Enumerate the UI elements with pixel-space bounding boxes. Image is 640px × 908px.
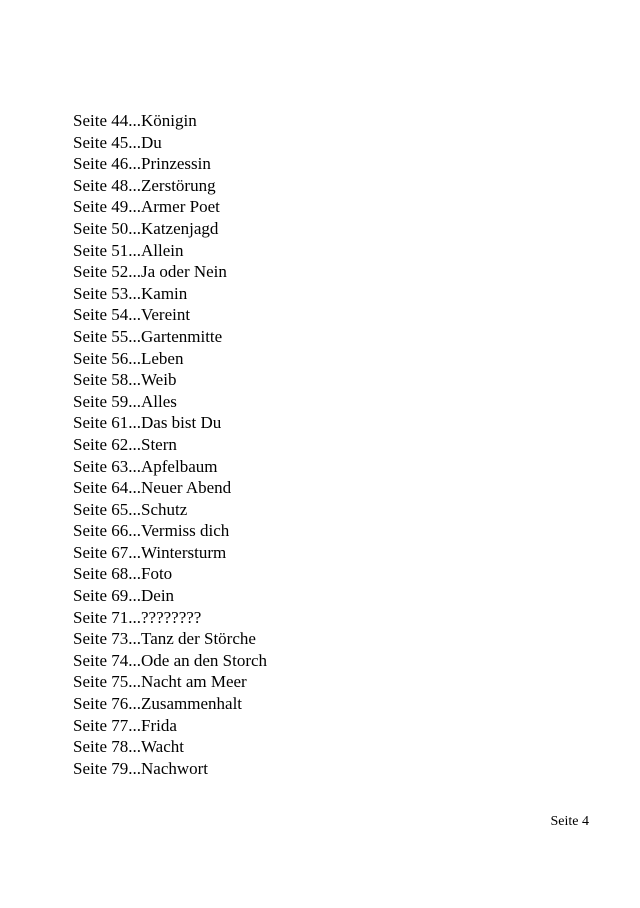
toc-entry: Seite 78...Wacht — [73, 737, 184, 757]
toc-entry: Seite 54...Vereint — [73, 305, 191, 325]
toc-entry: Seite 53...Kamin — [73, 283, 188, 303]
toc-entry: Seite 48...Zerstörung — [73, 175, 216, 195]
toc-entry: Seite 51...Allein — [73, 240, 184, 260]
toc-entry: Seite 63...Apfelbaum — [73, 456, 218, 476]
toc-entry: Seite 74...Ode an den Storch — [73, 650, 268, 670]
toc-entry: Seite 44...Königin — [73, 111, 197, 130]
toc-entry: Seite 55...Gartenmitte — [73, 326, 223, 346]
toc-entry: Seite 71...???????? — [73, 607, 202, 627]
toc-entry: Seite 65...Schutz — [73, 499, 188, 519]
page-number: Seite 4 — [550, 814, 589, 829]
toc-entry: Seite 64...Neuer Abend — [73, 478, 232, 498]
toc-entry: Seite 45...Du — [73, 132, 162, 152]
toc-entry: Seite 66...Vermiss dich — [73, 521, 230, 541]
table-of-contents — [73, 110, 267, 779]
toc-entry: Seite 69...Dein — [73, 586, 175, 606]
toc-entry: Seite 76...Zusammenhalt — [73, 694, 243, 714]
toc-entry: Seite 56...Leben — [73, 348, 184, 368]
toc-entry: Seite 61...Das bist Du — [73, 413, 222, 433]
toc-entry: Seite 52...Ja oder Nein — [73, 262, 227, 282]
toc-entry: Seite 67...Wintersturm — [73, 542, 227, 562]
toc-entry: Seite 46...Prinzessin — [73, 154, 211, 174]
toc-entry: Seite 58...Weib — [73, 370, 177, 390]
toc-entry: Seite 68...Foto — [73, 564, 173, 584]
toc-entry: Seite 50...Katzenjagd — [73, 218, 219, 238]
toc-entry: Seite 75...Nacht am Meer — [73, 672, 247, 692]
toc-entry: Seite 59...Alles — [73, 391, 177, 411]
toc-entry: Seite 73...Tanz der Störche — [73, 629, 256, 649]
toc-entry: Seite 79...Nachwort — [73, 758, 209, 778]
toc-entry: Seite 77...Frida — [73, 715, 177, 735]
toc-entry: Seite 49...Armer Poet — [73, 197, 220, 217]
toc-entry: Seite 62...Stern — [73, 434, 177, 454]
